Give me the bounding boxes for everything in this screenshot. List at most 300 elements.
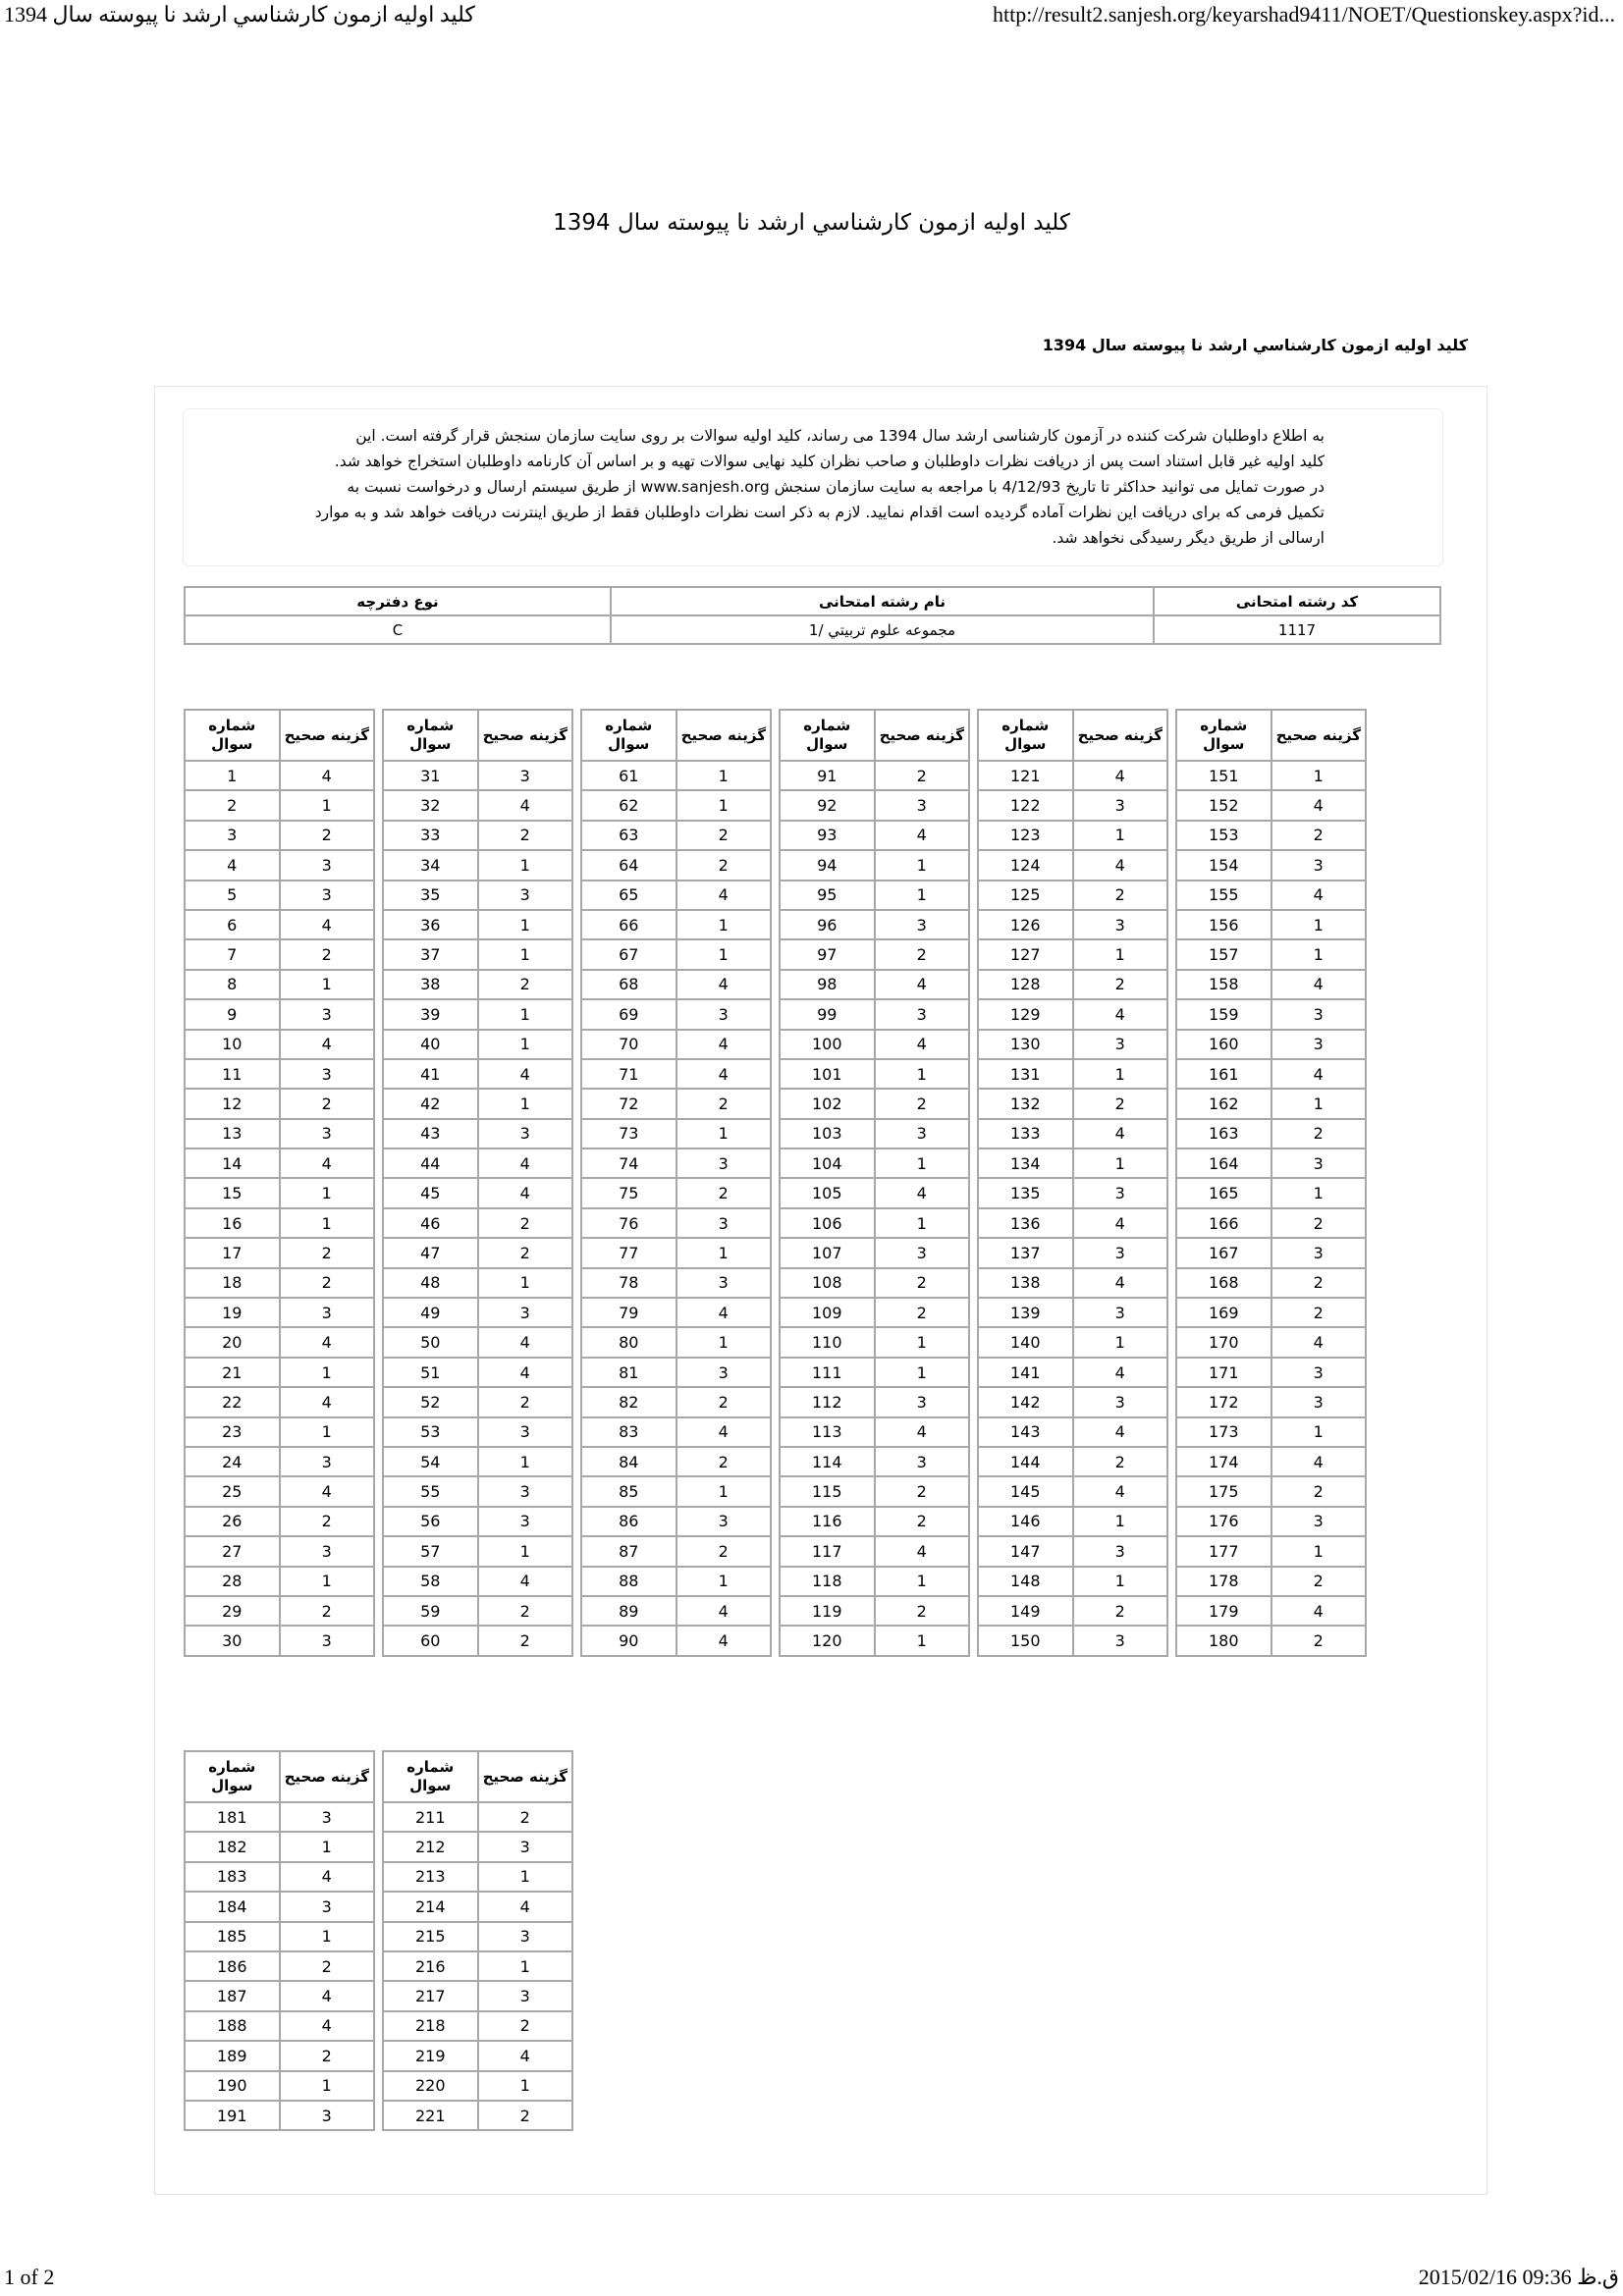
question-number: 113 [780,1417,875,1447]
correct-option: 3 [875,1119,970,1148]
table-row [978,1059,1167,1089]
table-row [383,970,572,999]
exam-code: 1117 [1154,615,1440,644]
table-row [581,1238,771,1267]
table-row [780,1030,969,1059]
table-row [383,1358,572,1387]
correct-option: 4 [1073,1476,1168,1506]
question-number: 177 [1176,1536,1271,1566]
table-row [581,761,771,790]
question-number: 71 [581,1059,676,1089]
question-number: 42 [383,1089,478,1118]
question-number: 187 [185,1981,280,2010]
page-title: كليد اوليه ازمون كارشناسي ارشد نا پيوسته سال 1394 [553,210,1070,236]
question-number: 47 [383,1238,478,1267]
correct-option: 2 [478,970,573,999]
correct-option: 1 [478,850,573,880]
correct-option: 1 [280,1178,375,1207]
table-row [1176,1358,1366,1387]
table-row [185,2011,374,2041]
table-row [978,1089,1167,1118]
table-row [978,850,1167,880]
table-row [581,881,771,910]
question-number: 176 [1176,1507,1271,1536]
question-number: 185 [185,1922,280,1951]
table-row [978,1208,1167,1238]
correct-option: 3 [1271,1358,1367,1387]
table-row [185,1358,374,1387]
table-row [383,1447,572,1476]
correct-option: 2 [875,1268,970,1298]
correct-option: 3 [676,1148,772,1178]
correct-option: 3 [1073,1238,1168,1267]
question-number: 22 [185,1387,280,1416]
table-row [581,1298,771,1327]
correct-option: 4 [875,1417,970,1447]
question-number: 74 [581,1148,676,1178]
table-row [185,1327,374,1357]
question-number: 39 [383,999,478,1029]
question-number: 80 [581,1327,676,1357]
table-row [1176,881,1366,910]
correct-option: 1 [676,910,772,939]
question-number: 76 [581,1208,676,1238]
print-footer-datetime: 2015/02/16 09:36 ق.ظ [1418,2265,1619,2289]
table-row [978,1298,1167,1327]
correct-option: 2 [875,1089,970,1118]
table-row [185,939,374,969]
question-number: 24 [185,1447,280,1476]
question-number: 10 [185,1030,280,1059]
question-number: 115 [780,1476,875,1506]
correct-option-header: گزینه صحیح [1073,710,1168,761]
correct-option: 4 [478,1567,573,1596]
table-row [383,1417,572,1447]
question-number: 46 [383,1208,478,1238]
question-number: 18 [185,1268,280,1298]
table-row [978,1268,1167,1298]
correct-option: 4 [1271,1059,1367,1089]
question-number: 163 [1176,1119,1271,1148]
table-row [1176,1476,1366,1506]
table-row [383,1238,572,1267]
question-number: 66 [581,910,676,939]
table-row [1176,1268,1366,1298]
correct-option: 4 [676,1298,772,1327]
table-row [185,850,374,880]
table-row [978,821,1167,850]
answer-key-header-row [185,710,374,761]
table-row [780,1626,969,1655]
correct-option: 2 [478,2011,573,2041]
table-row [383,2011,572,2041]
table-row [978,1178,1167,1207]
question-number: 19 [185,1298,280,1327]
question-number: 61 [581,761,676,790]
answer-key-table [580,709,772,1657]
question-number: 101 [780,1059,875,1089]
question-number: 92 [780,790,875,820]
table-row [581,1119,771,1148]
question-number: 81 [581,1358,676,1387]
table-row [780,850,969,880]
table-row [978,1507,1167,1536]
table-row [978,1030,1167,1059]
question-number: 102 [780,1089,875,1118]
question-number: 53 [383,1417,478,1447]
answer-key-table [382,1750,573,2131]
correct-option: 4 [1073,1358,1168,1387]
correct-option: 3 [1271,850,1367,880]
table-row [780,1178,969,1207]
question-number: 29 [185,1596,280,1626]
correct-option: 4 [1271,1327,1367,1357]
correct-option: 4 [676,1596,772,1626]
correct-option: 2 [280,821,375,850]
table-row [383,1802,572,1832]
table-row [185,1596,374,1626]
correct-option: 3 [478,1119,573,1148]
table-row [185,1238,374,1267]
table-row [581,939,771,969]
correct-option: 4 [280,761,375,790]
correct-option: 4 [1073,1417,1168,1447]
correct-option: 2 [1271,1298,1367,1327]
correct-option: 4 [1073,761,1168,790]
table-row [383,2041,572,2070]
question-number: 73 [581,1119,676,1148]
question-number: 82 [581,1387,676,1416]
question-number: 8 [185,970,280,999]
correct-option: 2 [875,1596,970,1626]
correct-option: 3 [478,1507,573,1536]
question-number: 212 [383,1832,478,1861]
table-row [185,2071,374,2101]
table-row [185,1536,374,1566]
correct-option: 4 [1073,1268,1168,1298]
table-row [383,1327,572,1357]
table-row [581,1030,771,1059]
correct-option: 3 [1073,1178,1168,1207]
table-row [581,1626,771,1655]
correct-option: 1 [1073,1059,1168,1089]
question-number: 17 [185,1238,280,1267]
correct-option: 3 [676,1358,772,1387]
correct-option: 2 [1073,970,1168,999]
table-row [780,1208,969,1238]
print-footer-page: 1 of 2 [4,2265,55,2289]
correct-option: 3 [1271,1507,1367,1536]
table-row [780,1327,969,1357]
table-row [581,970,771,999]
table-row [1176,821,1366,850]
question-number: 129 [978,999,1073,1029]
correct-option: 1 [1271,1089,1367,1118]
correct-option: 4 [1073,999,1168,1029]
answer-key-table [184,1750,375,2131]
correct-option: 3 [478,761,573,790]
question-number: 175 [1176,1476,1271,1506]
question-number: 62 [581,790,676,820]
table-row [780,1089,969,1118]
question-number: 94 [780,850,875,880]
question-number: 107 [780,1238,875,1267]
question-number: 15 [185,1178,280,1207]
correct-option: 2 [1271,1567,1367,1596]
correct-option-header: گزینه صحیح [478,1751,573,1802]
correct-option-header: گزینه صحیح [676,710,772,761]
exam-info-table [184,586,1441,645]
question-number-header: شماره سوال [383,1751,478,1802]
correct-option: 3 [478,1298,573,1327]
question-number: 65 [581,881,676,910]
question-number: 14 [185,1148,280,1178]
table-row [978,1536,1167,1566]
question-number: 51 [383,1358,478,1387]
question-number: 30 [185,1626,280,1655]
question-number: 3 [185,821,280,850]
notice-box [183,408,1443,566]
table-row [383,1030,572,1059]
correct-option: 2 [1073,881,1168,910]
table-row [978,970,1167,999]
correct-option: 1 [280,1358,375,1387]
table-row [185,1832,374,1861]
question-number-header: شماره سوال [780,710,875,761]
table-row [185,1178,374,1207]
question-number: 13 [185,1119,280,1148]
question-number: 111 [780,1358,875,1387]
question-number: 190 [185,2071,280,2101]
question-number: 20 [185,1327,280,1357]
question-number: 184 [185,1892,280,1921]
question-number: 99 [780,999,875,1029]
correct-option: 2 [478,1387,573,1416]
table-row [1176,1626,1366,1655]
question-number: 40 [383,1030,478,1059]
correct-option: 1 [280,790,375,820]
question-number: 134 [978,1148,1073,1178]
question-number: 41 [383,1059,478,1089]
correct-option: 3 [676,1507,772,1536]
correct-option: 4 [875,1030,970,1059]
question-number: 117 [780,1536,875,1566]
question-number: 178 [1176,1567,1271,1596]
correct-option: 3 [1271,1387,1367,1416]
question-number: 215 [383,1922,478,1951]
notice-line: تکمیل فرمی که برای دریافت این نظرات آماده گردیده است اقدام نمایید. لازم به ذکر است نظرات داوطلبان فقط از طریق اینترنت دریافت خواهد شد و به موارد [314,504,1325,521]
question-number: 153 [1176,821,1271,850]
table-row [581,910,771,939]
correct-option: 1 [676,1119,772,1148]
table-row [383,1059,572,1089]
correct-option: 4 [478,790,573,820]
correct-option: 3 [1073,1387,1168,1416]
question-number: 83 [581,1417,676,1447]
table-row [780,1596,969,1626]
question-number: 26 [185,1507,280,1536]
correct-option: 4 [875,1536,970,1566]
table-row [383,2101,572,2130]
correct-option: 2 [1271,1268,1367,1298]
question-number: 58 [383,1567,478,1596]
table-row [383,1981,572,2010]
question-number: 100 [780,1030,875,1059]
correct-option: 3 [478,1832,573,1861]
table-row [581,1268,771,1298]
correct-option: 4 [676,881,772,910]
table-row [185,1626,374,1655]
table-row [383,881,572,910]
correct-option: 2 [280,1089,375,1118]
question-number: 174 [1176,1447,1271,1476]
correct-option: 2 [478,1596,573,1626]
table-row [1176,761,1366,790]
table-row [1176,1327,1366,1357]
table-row [383,1507,572,1536]
table-row [185,910,374,939]
question-number: 119 [780,1596,875,1626]
table-row [978,1387,1167,1416]
question-number: 181 [185,1802,280,1832]
question-number: 69 [581,999,676,1029]
correct-option: 2 [875,1507,970,1536]
question-number: 217 [383,1981,478,2010]
question-number: 191 [185,2101,280,2130]
table-row [581,1536,771,1566]
question-number: 56 [383,1507,478,1536]
question-number: 43 [383,1119,478,1148]
table-row [780,1148,969,1178]
correct-option: 2 [676,1387,772,1416]
question-number: 128 [978,970,1073,999]
correct-option: 1 [280,1567,375,1596]
correct-option: 1 [478,939,573,969]
correct-option: 2 [280,1238,375,1267]
correct-option: 3 [875,1387,970,1416]
table-row [780,970,969,999]
question-number: 64 [581,850,676,880]
correct-option: 2 [875,939,970,969]
answer-key-header-row [185,1751,374,1802]
table-row [1176,1507,1366,1536]
correct-option: 2 [676,1447,772,1476]
notice-line: کلید اولیه غیر قابل استناد است پس از دریافت نظرات داوطلبان و صاحب نظران کلید نهایی سوالات تهیه و بر اساس آن کارنامه داوطلبان استخراج خواهد شد. [334,453,1325,470]
question-number: 121 [978,761,1073,790]
question-number: 150 [978,1626,1073,1655]
correct-option: 1 [1073,1507,1168,1536]
question-number: 211 [383,1802,478,1832]
question-number: 157 [1176,939,1271,969]
table-row [383,1268,572,1298]
table-row [383,1089,572,1118]
table-row [978,1596,1167,1626]
question-number: 173 [1176,1417,1271,1447]
table-row [1176,850,1366,880]
table-row [1176,1596,1366,1626]
correct-option: 2 [676,1178,772,1207]
question-number: 161 [1176,1059,1271,1089]
correct-option: 3 [875,1447,970,1476]
table-row [383,850,572,880]
question-number: 90 [581,1626,676,1655]
table-row [978,1417,1167,1447]
correct-option: 1 [478,1268,573,1298]
table-row [383,1892,572,1921]
question-number: 93 [780,821,875,850]
correct-option: 1 [875,1208,970,1238]
question-number-header: شماره سوال [581,710,676,761]
table-row [1176,1536,1366,1566]
question-number: 16 [185,1208,280,1238]
correct-option: 4 [280,1148,375,1178]
answer-key-header-row [383,1751,572,1802]
correct-option: 2 [1271,1119,1367,1148]
table-row [581,790,771,820]
question-number: 4 [185,850,280,880]
question-number: 143 [978,1417,1073,1447]
table-row [780,910,969,939]
correct-option: 2 [1073,1596,1168,1626]
question-number: 154 [1176,850,1271,880]
correct-option: 1 [478,1030,573,1059]
question-number: 28 [185,1567,280,1596]
correct-option: 4 [1271,1447,1367,1476]
correct-option: 4 [478,2041,573,2070]
table-row [1176,1178,1366,1207]
correct-option: 1 [280,1417,375,1447]
correct-option: 2 [280,1951,375,1981]
question-number-header: شماره سوال [978,710,1073,761]
exam-name-header: نام رشته امتحانی [611,587,1154,615]
correct-option: 1 [676,1327,772,1357]
question-number-header: شماره سوال [185,710,280,761]
question-number: 125 [978,881,1073,910]
question-number: 98 [780,970,875,999]
question-number: 179 [1176,1596,1271,1626]
table-row [978,1327,1167,1357]
table-row [185,1148,374,1178]
question-number: 186 [185,1951,280,1981]
table-row [383,1922,572,1951]
table-row [185,1951,374,1981]
table-row [581,1089,771,1118]
correct-option-header: گزینه صحیح [1271,710,1367,761]
correct-option: 4 [1073,1208,1168,1238]
question-number: 167 [1176,1238,1271,1267]
question-number: 156 [1176,910,1271,939]
table-row [185,1387,374,1416]
question-number: 147 [978,1536,1073,1566]
question-number: 127 [978,939,1073,969]
table-row [581,999,771,1029]
correct-option: 3 [676,999,772,1029]
correct-option: 3 [1271,999,1367,1029]
table-row [780,939,969,969]
table-row [978,790,1167,820]
answer-key-table [977,709,1168,1657]
table-row [185,761,374,790]
correct-option: 4 [280,1862,375,1892]
table-row [581,821,771,850]
table-row [185,2101,374,2130]
correct-option: 4 [676,1417,772,1447]
table-row [185,881,374,910]
correct-option: 1 [1271,939,1367,969]
correct-option: 1 [875,1567,970,1596]
correct-option: 4 [1271,881,1367,910]
table-row [185,1567,374,1596]
